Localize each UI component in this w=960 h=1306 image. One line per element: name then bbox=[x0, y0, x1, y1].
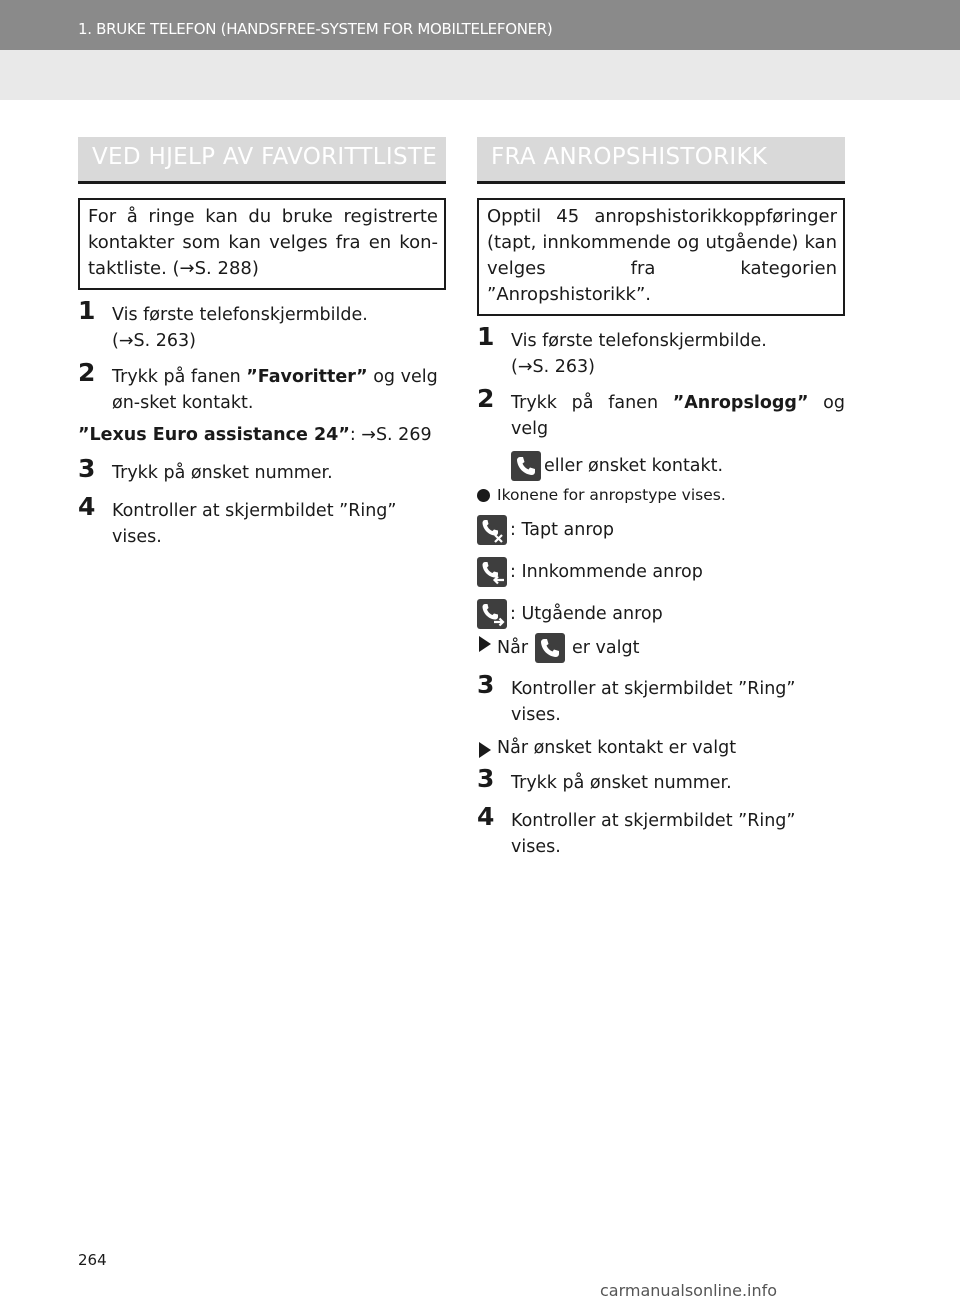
watermark-footer: carmanualsonline.info bbox=[600, 1281, 778, 1300]
step-number: 3 bbox=[78, 454, 96, 483]
step-text: Kontroller at skjermbildet ”Ring” vises. bbox=[511, 679, 796, 725]
favorites-section bbox=[78, 137, 446, 550]
section-heading bbox=[477, 137, 845, 184]
icon-info-bullet bbox=[477, 486, 845, 504]
triangle-arrow-icon bbox=[479, 742, 491, 758]
tab-name: ”Anropslogg” bbox=[672, 393, 809, 413]
step-text: Trykk på fanen bbox=[112, 367, 247, 387]
page-reference: (→S. 263) bbox=[511, 357, 595, 377]
step-text: Vis første telefonskjermbilde. bbox=[511, 331, 767, 351]
step-2 bbox=[78, 358, 446, 416]
outgoing-call-label: : Utgående anrop bbox=[510, 604, 663, 624]
step-number: 1 bbox=[477, 322, 495, 351]
when-text: Når bbox=[497, 638, 529, 658]
step-number: 1 bbox=[78, 296, 96, 325]
step-1 bbox=[477, 322, 845, 380]
step-text: Vis første telefonskjermbilde. bbox=[112, 305, 368, 325]
chapter-title: 1. BRUKE TELEFON (HANDSFREE-SYSTEM FOR MOBILTELEFONER) bbox=[78, 20, 553, 38]
incoming-call-row bbox=[477, 556, 845, 588]
section-heading bbox=[78, 137, 446, 184]
step-3 bbox=[78, 454, 446, 486]
step-number: 4 bbox=[78, 492, 96, 521]
step-text: Trykk på ønsket nummer. bbox=[511, 773, 732, 793]
lexus-assistance-line bbox=[78, 422, 446, 448]
step-2 bbox=[477, 384, 845, 482]
step-4 bbox=[477, 802, 845, 860]
page-number: 264 bbox=[78, 1251, 107, 1269]
step-number: 3 bbox=[477, 764, 495, 793]
outgoing-call-row bbox=[477, 598, 845, 630]
section-heading-text: VED HJELP AV FAVORITTLISTE bbox=[92, 144, 438, 170]
outgoing-call-icon bbox=[477, 599, 507, 629]
phone-icon bbox=[535, 633, 565, 663]
step-text: Kontroller at skjermbildet ”Ring” vises. bbox=[112, 501, 397, 547]
missed-call-row bbox=[477, 514, 845, 546]
call-history-section bbox=[477, 137, 845, 860]
when-contact-selected bbox=[477, 738, 845, 758]
chapter-header-bar bbox=[0, 0, 960, 50]
phone-icon bbox=[511, 451, 541, 481]
when-text-cont: er valgt bbox=[572, 638, 640, 658]
tab-name: ”Favoritter” bbox=[246, 367, 368, 387]
step-number: 2 bbox=[477, 384, 495, 413]
step-text: Trykk på fanen bbox=[511, 393, 673, 413]
when-phone-selected bbox=[477, 632, 845, 664]
step-number: 4 bbox=[477, 802, 495, 831]
missed-call-label: : Tapt anrop bbox=[510, 520, 614, 540]
bullet-text: Ikonene for anropstype vises. bbox=[497, 486, 726, 504]
missed-call-icon bbox=[477, 515, 507, 545]
step-text: Kontroller at skjermbildet ”Ring” vises. bbox=[511, 811, 796, 857]
when-contact-text: Når ønsket kontakt er valgt bbox=[497, 738, 737, 758]
incoming-call-label: : Innkommende anrop bbox=[510, 562, 703, 582]
intro-note: For å ringe kan du bruke registrerte kontakter som kan velges fra en kon-taktliste. (→S. 288) bbox=[78, 198, 446, 290]
step-3b bbox=[477, 764, 845, 796]
triangle-arrow-icon bbox=[479, 636, 491, 652]
intro-note: Opptil 45 anropshistorikkoppføringer (tapt, innkommende og utgående) kan velges fra kategorien ”Anropshistorikk”. bbox=[477, 198, 845, 316]
section-heading-text: FRA ANROPSHISTORIKK bbox=[491, 144, 768, 170]
header-band bbox=[0, 50, 960, 100]
step-number: 2 bbox=[78, 358, 96, 387]
step-4 bbox=[78, 492, 446, 550]
step-text-cont: og velg øn-sket kontakt. bbox=[112, 367, 438, 413]
lexus-assistance-label: ”Lexus Euro assistance 24” bbox=[78, 425, 350, 445]
bullet-dot bbox=[477, 489, 490, 502]
step-1 bbox=[78, 296, 446, 354]
step-text: Trykk på ønsket nummer. bbox=[112, 463, 333, 483]
step-3a bbox=[477, 670, 845, 728]
page-reference: (→S. 263) bbox=[112, 331, 196, 351]
step-text-line2: eller ønsket kontakt. bbox=[544, 456, 724, 476]
step-text-cont: og velg bbox=[511, 393, 845, 439]
step-number: 3 bbox=[477, 670, 495, 699]
incoming-call-icon bbox=[477, 557, 507, 587]
page-reference: : →S. 269 bbox=[349, 425, 432, 445]
